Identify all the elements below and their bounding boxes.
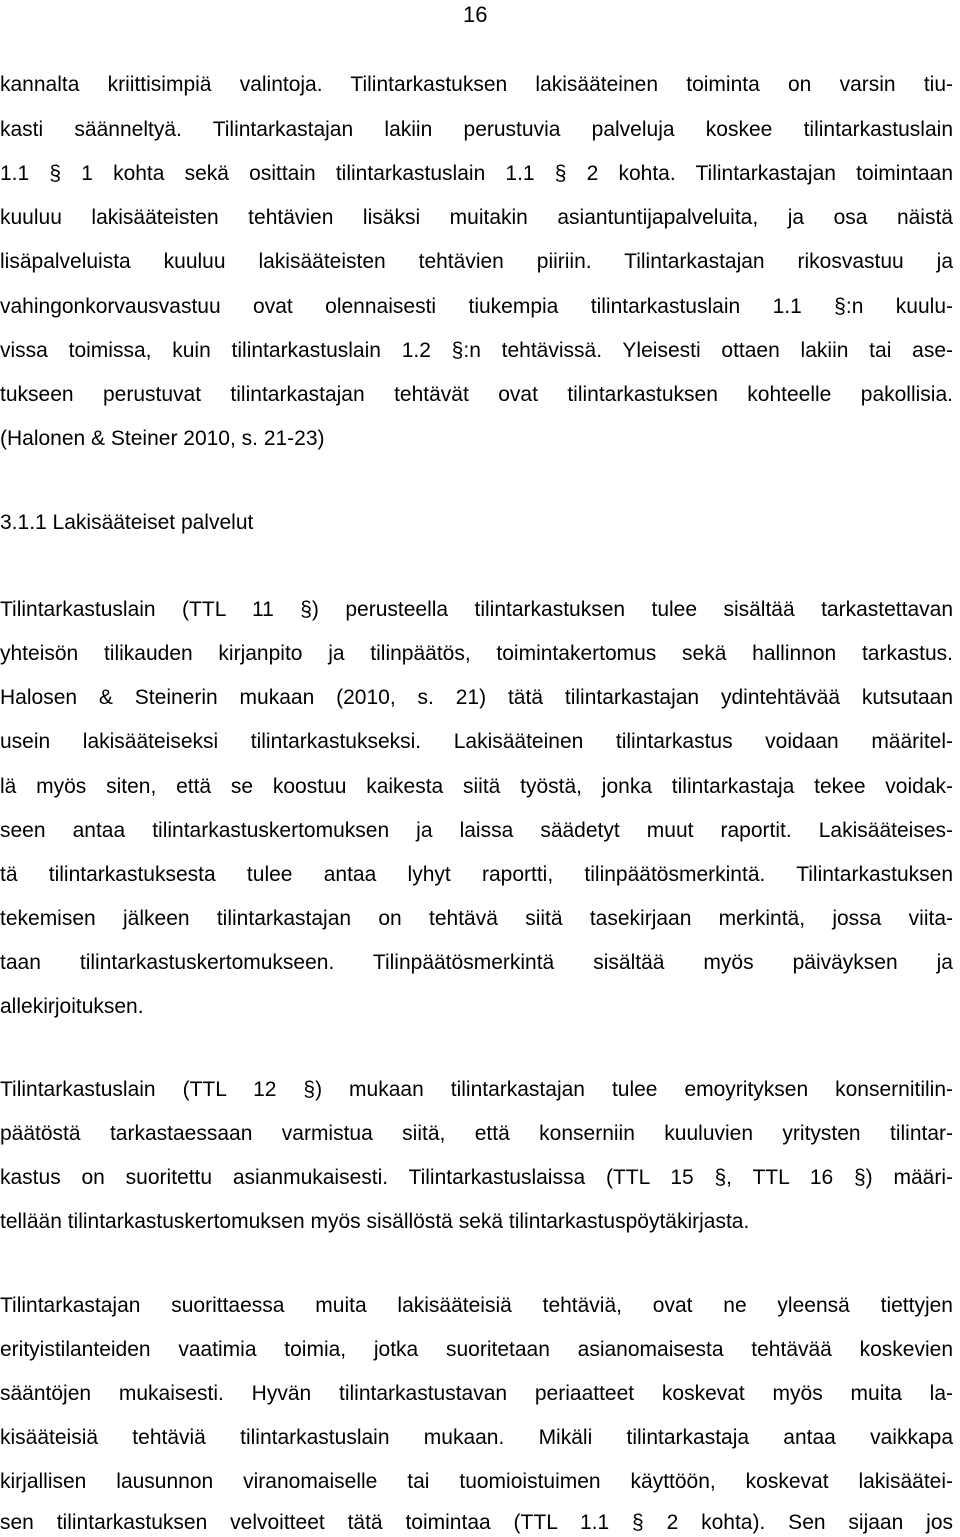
text-line: kastus on suoritettu asianmukaisesti. Tilintarkastuslaissa (TTL 15 §, TTL 16 §) määri- — [0, 1166, 953, 1189]
text-line: lä myös siten, että se koostuu kaikesta siitä työstä, jonka tilintarkastaja tekee voidak- — [0, 775, 953, 798]
text-line: (Halonen & Steiner 2010, s. 21-23) — [0, 427, 325, 450]
text-line: kisääteisiä tehtäviä tilintarkastuslain mukaan. Mikäli tilintarkastaja antaa vaikkapa — [0, 1426, 953, 1449]
text-line: allekirjoituksen. — [0, 995, 144, 1018]
text-line: tä tilintarkastuksesta tulee antaa lyhyt raportti, tilinpäätösmerkintä. Tilintarkastuksen — [0, 863, 953, 886]
text-line: yhteisön tilikauden kirjanpito ja tilinpäätös, toimintakertomus sekä hallinnon tarkastus. — [0, 642, 953, 665]
text-line: kasti säänneltyä. Tilintarkastajan lakiin perustuvia palveluja koskee tilintarkastuslain — [0, 118, 953, 141]
text-line: tekemisen jälkeen tilintarkastajan on tehtävä siitä tasekirjaan merkintä, jossa viita- — [0, 907, 953, 930]
text-line: vissa toimissa, kuin tilintarkastuslain 1.2 §:n tehtävissä. Yleisesti ottaen lakiin tai ase- — [0, 339, 953, 362]
text-line: seen antaa tilintarkastuskertomuksen ja laissa säädetyt muut raportit. Lakisääteises- — [0, 819, 953, 842]
text-line: usein lakisääteiseksi tilintarkastukseksi. Lakisääteinen tilintarkastus voidaan määritel- — [0, 730, 953, 753]
text-line: kannalta kriittisimpiä valintoja. Tilintarkastuksen lakisääteinen toiminta on varsin tiu- — [0, 73, 953, 96]
text-line: sääntöjen mukaisesti. Hyvän tilintarkastustavan periaatteet koskevat myös muita la- — [0, 1382, 953, 1405]
text-line: Tilintarkastuslain (TTL 12 §) mukaan tilintarkastajan tulee emoyrityksen konsernitilin- — [0, 1078, 953, 1101]
text-line: Tilintarkastuslain (TTL 11 §) perusteella tilintarkastuksen tulee sisältää tarkastettavan — [0, 598, 953, 621]
page-number: 16 — [463, 2, 488, 27]
text-line: tellään tilintarkastuskertomuksen myös sisällöstä sekä tilintarkastuspöytäkirjasta. — [0, 1210, 750, 1233]
text-line: sen tilintarkastuksen velvoitteet tätä toimintaa (TTL 1.1 § 2 kohta). Sen sijaan jos — [0, 1511, 953, 1534]
text-line: päätöstä tarkastaessaan varmistua siitä, että konserniin kuuluvien yritysten tilintar- — [0, 1122, 953, 1145]
text-line: erityistilanteiden vaatimia toimia, jotka suoritetaan asianomaisesta tehtävää koskevien — [0, 1338, 953, 1361]
text-line: tukseen perustuvat tilintarkastajan tehtävät ovat tilintarkastuksen kohteelle pakollisia. — [0, 383, 953, 406]
text-line: Halosen & Steinerin mukaan (2010, s. 21) tätä tilintarkastajan ydintehtävää kutsutaan — [0, 686, 953, 709]
heading-line: 3.1.1 Lakisääteiset palvelut — [0, 511, 254, 534]
text-line: kuuluu lakisääteisten tehtävien lisäksi muitakin asiantuntijapalveluita, ja osa näistä — [0, 206, 953, 229]
text-line: 1.1 § 1 kohta sekä osittain tilintarkastuslain 1.1 § 2 kohta. Tilintarkastajan toimintaan — [0, 162, 953, 185]
text-line: taan tilintarkastuskertomukseen. Tilinpäätösmerkintä sisältää myös päiväyksen ja — [0, 951, 953, 974]
text-line: vahingonkorvausvastuu ovat olennaisesti tiukempia tilintarkastuslain 1.1 §:n kuulu- — [0, 295, 953, 318]
text-line: Tilintarkastajan suorittaessa muita lakisääteisiä tehtäviä, ovat ne yleensä tiettyjen — [0, 1294, 953, 1317]
text-line: lisäpalveluista kuuluu lakisääteisten tehtävien piiriin. Tilintarkastajan rikosvastuu ja — [0, 250, 953, 273]
text-line: kirjallisen lausunnon viranomaiselle tai tuomioistuimen käyttöön, koskevat lakisäätei- — [0, 1470, 953, 1493]
